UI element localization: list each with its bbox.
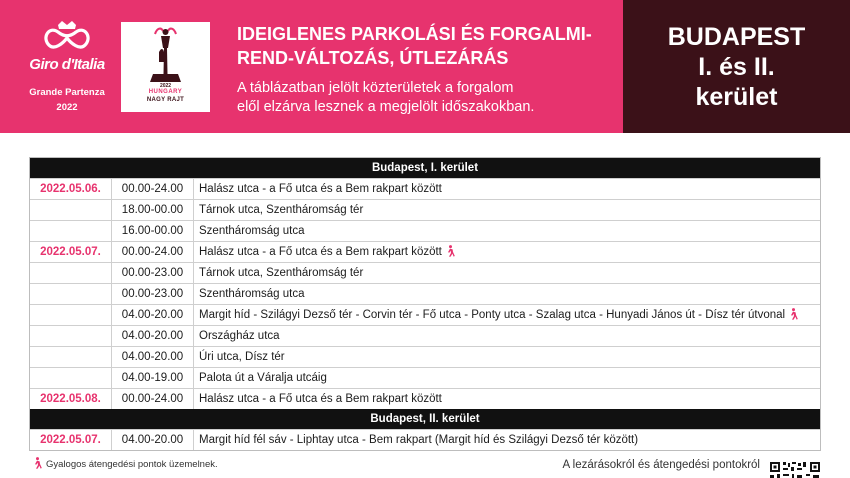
monument-icon [121, 22, 210, 84]
table-row [30, 283, 820, 304]
row-route-text: Halász utca - a Fő utca és a Bem rakpart között [199, 246, 442, 258]
pedestrian-icon [788, 308, 798, 320]
hungary-start-badge [121, 22, 210, 112]
row-time: 04.00-20.00 [111, 430, 193, 450]
district-title-line-2: I. és II. [698, 53, 775, 81]
row-date: 2022.05.06. [40, 183, 101, 195]
table-row [30, 262, 820, 283]
row-date: 2022.05.07. [40, 434, 101, 446]
row-date [30, 221, 111, 241]
row-time: 04.00-20.00 [111, 347, 193, 367]
pedestrian-icon [445, 245, 455, 257]
row-time: 18.00-00.00 [111, 200, 193, 220]
pedestrian-footnote-text: Gyalogos átengedési pontok üzemelnek. [46, 459, 218, 470]
row-date [30, 284, 111, 304]
row-route-text: Halász utca - a Fő utca és a Bem rakpart között [199, 393, 442, 405]
row-route [193, 263, 820, 283]
row-time: 00.00-23.00 [111, 263, 193, 283]
row-date [30, 263, 111, 283]
row-route [193, 389, 820, 409]
row-route-text: Szentháromság utca [199, 288, 305, 300]
notice-title-line-1: IDEIGLENES PARKOLÁSI ÉS FORGALMI- [237, 24, 592, 44]
table-row [30, 199, 820, 220]
notice-title [237, 22, 617, 70]
row-route-text: Margit híd - Szilágyi Dezső tér - Corvin tér - Fő utca - Ponty utca - Szalag utca - Hunyadi János út - Dísz tér útvonal [199, 309, 786, 321]
row-route [193, 200, 820, 220]
notice-title-line-2: REND-VÁLTOZÁS, ÚTLEZÁRÁS [237, 48, 509, 68]
row-route-text: Margit híd fél sáv - Liphtay utca - Bem rakpart (Margit híd és Szilágyi Dezső tér között) [199, 434, 639, 446]
table-row [30, 220, 820, 241]
table-row [30, 304, 820, 325]
row-time: 16.00-00.00 [111, 221, 193, 241]
pedestrian-icon [32, 457, 42, 469]
row-route [193, 221, 820, 241]
row-route-text: Tárnok utca, Szentháromság tér [199, 267, 364, 279]
row-date [30, 326, 111, 346]
row-date [30, 368, 111, 388]
giro-brand-year: 2022 [56, 102, 78, 113]
row-route [193, 368, 820, 388]
table-row [30, 367, 820, 388]
row-time: 04.00-20.00 [111, 326, 193, 346]
table-row [30, 325, 820, 346]
header-banner [0, 0, 850, 133]
district-title-line-1: BUDAPEST [667, 23, 806, 51]
badge-event: NAGY RAJT [146, 97, 185, 103]
row-date: 2022.05.07. [40, 246, 101, 258]
row-time: 00.00-24.00 [111, 389, 193, 409]
row-route [193, 347, 820, 367]
row-route-text: Tárnok utca, Szentháromság tér [199, 204, 364, 216]
row-route-text: Szentháromság utca [199, 225, 305, 237]
qr-code-icon [769, 460, 821, 478]
pedestrian-footnote [32, 457, 218, 470]
row-route-text: Országház utca [199, 330, 280, 342]
closure-table [29, 157, 821, 451]
notice-description-line-1: A táblázatban jelölt közterületek a forgalom [237, 80, 514, 96]
district-title-line-3: kerület [695, 83, 778, 111]
badge-year: 2022 [159, 83, 172, 89]
row-time: 00.00-24.00 [111, 242, 193, 262]
row-time: 00.00-23.00 [111, 284, 193, 304]
row-time: 00.00-24.00 [111, 179, 193, 199]
row-date [30, 200, 111, 220]
row-time: 04.00-20.00 [111, 305, 193, 325]
district-title [623, 22, 850, 112]
row-route [193, 179, 820, 199]
badge-country: HUNGARY [148, 89, 183, 95]
giro-logo-icon [40, 20, 94, 54]
row-date: 2022.05.08. [40, 393, 101, 405]
row-route-text: Halász utca - a Fő utca és a Bem rakpart között [199, 183, 442, 195]
table-row [30, 241, 820, 262]
table-row [30, 429, 820, 450]
row-route [193, 242, 820, 262]
table-row [30, 346, 820, 367]
info-note: A lezárásokról és átengedési pontokról [562, 459, 760, 471]
row-route-text: Úri utca, Dísz tér [199, 351, 285, 363]
giro-logo [22, 20, 112, 120]
row-route [193, 284, 820, 304]
row-date [30, 305, 111, 325]
table-row [30, 388, 820, 409]
row-route [193, 430, 820, 450]
section-header-district-1: Budapest, I. kerület [30, 158, 820, 178]
row-date [30, 347, 111, 367]
row-route [193, 326, 820, 346]
section-header-district-2: Budapest, II. kerület [30, 409, 820, 429]
giro-brand-subtitle: Grande Partenza [29, 87, 105, 98]
row-route-text: Palota út a Váralja utcáig [199, 372, 327, 384]
notice-description-line-2: elől elzárva lesznek a megjelölt időszakokban. [237, 99, 535, 115]
row-route [193, 305, 820, 325]
notice-description [237, 79, 617, 117]
row-time: 04.00-19.00 [111, 368, 193, 388]
giro-brand-name: Giro d'Italia [29, 56, 105, 73]
table-row [30, 178, 820, 199]
